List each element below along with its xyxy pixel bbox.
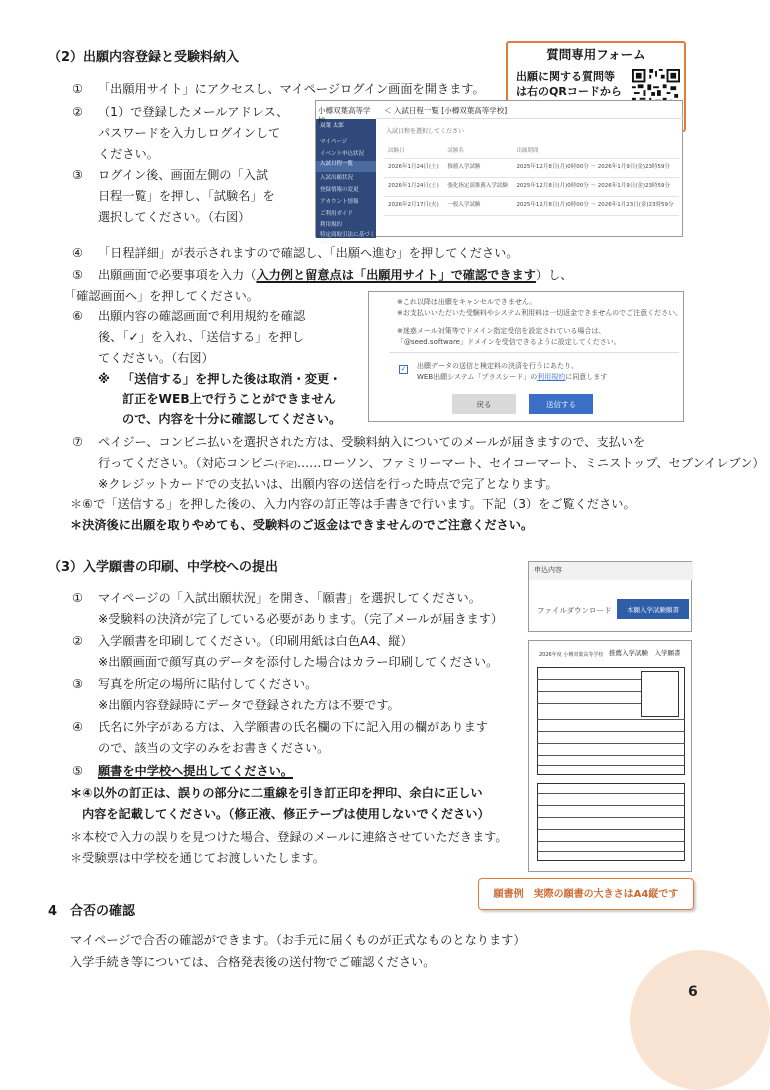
step-number: ② [72, 105, 83, 119]
step-number: ⑥ [72, 309, 83, 323]
step-number: ③ [72, 168, 83, 182]
page-corner-decoration [630, 950, 770, 1090]
schedule-table [384, 145, 679, 216]
form-line [537, 817, 685, 818]
table-cell: 推薦入学試験 [443, 158, 512, 177]
step-text: ください。 [98, 147, 159, 161]
form-line [537, 805, 685, 806]
table-cell: 2026年2月17日(火) [384, 196, 443, 215]
table-cell: 2025年12月8日(月)0時00分 ～ 2026年1月23日(金)23時59分 [512, 196, 679, 215]
step-text: 「確認画面へ」を押してください。 [64, 289, 259, 303]
page-subtitle: 入試日程を選択してください [386, 128, 465, 135]
body-text: 入学手続き等については、合格発表後の送付物でご確認ください。 [70, 955, 436, 969]
sidebar-item-status[interactable]: 入試出願状況 [320, 175, 354, 181]
step-text: パスワードを入力しログインして [98, 126, 281, 140]
step-text: 選択してください。（右図） [98, 210, 251, 224]
step-number: ④ [72, 720, 83, 734]
form-line [537, 841, 685, 842]
form-line [537, 829, 685, 830]
step-text: ので、該当の文字のみをお書きください。 [98, 741, 330, 755]
note-text: ＊本校で入力の誤りを見つけた場合、登録のメールに連絡させていただきます。 [70, 830, 508, 844]
table-cell: 2025年12月8日(月)0時00分 ～ 2026年1月9日(金)23時59分 [512, 158, 679, 177]
form-line [537, 679, 641, 680]
column-header: 試験名 [443, 145, 512, 158]
question-form-title: 質問専用フォーム [546, 47, 646, 62]
note-text: ＊④以外の訂正は、誤りの部分に二重線を引き訂正印を押印、余白に正しい [70, 786, 483, 800]
form-line [537, 755, 685, 756]
sidebar-item-legal[interactable]: 特定商取引法に基づく表記 [320, 232, 376, 246]
application-form-sample [528, 640, 692, 872]
column-header: 試験日 [384, 145, 443, 158]
step-text: マイページの「入試出願状況」を開き、「願書」を選択してください。 [98, 591, 481, 605]
step-number: ② [72, 634, 83, 648]
warning-text: ので、内容を十分に確認してください。 [122, 412, 342, 426]
warning-text: 「送信する」を押した後は取消・変更・ [122, 372, 342, 386]
form-line [537, 765, 685, 766]
form-line [537, 691, 641, 692]
sidebar-item-event[interactable]: イベント申込状況 [320, 151, 365, 157]
step-number: ③ [72, 677, 83, 691]
table-row[interactable] [384, 196, 679, 215]
step-text: 「出願用サイト」にアクセスし、マイページログイン画面を開きます。 [98, 82, 485, 96]
step-text: ※出願内容登録時にデータで登録された方は不要です。 [98, 698, 400, 712]
confirmation-screenshot [368, 291, 684, 422]
back-button[interactable]: 戻る [452, 394, 516, 414]
application-form-button[interactable]: 本願入学試験願書 [617, 599, 689, 619]
step-number: ⑤ [72, 268, 83, 282]
schedule-list-screenshot [315, 100, 683, 246]
sidebar-item-terms[interactable]: 利用規約 [320, 222, 343, 228]
terms-link[interactable]: 利用規約 [537, 373, 566, 381]
step-text: 行ってください。（対応コンビニ(予定)……ローソン、ファミリーマート、セイコーマート、ミニストップ、セブンイレブン） [98, 456, 765, 470]
note-text: ＊⑥で「送信する」を押した後の、入力内容の訂正等は手書きで行います。下記（3）をご覧ください。 [70, 497, 636, 511]
table-cell: 一般入学試験 [443, 196, 512, 215]
caution-text: ※これ以降は出願をキャンセルできません。 [397, 298, 537, 306]
table-cell: 2026年1月24日(土) [384, 177, 443, 196]
sidebar-item-profile[interactable]: 登録情報の変更 [320, 187, 359, 193]
photo-box [641, 671, 679, 717]
table-row[interactable] [384, 177, 679, 196]
form-line [537, 793, 685, 794]
table-cell: 強化指定部推薦入学試験 [443, 177, 512, 196]
sidebar [316, 101, 376, 246]
table-header-row [384, 145, 679, 158]
form-line [537, 851, 685, 852]
agree-checkbox[interactable]: ✓ [400, 365, 407, 373]
note-text: ＊決済後に出願を取りやめても、受験料のご返金はできませんのでご注意ください。 [70, 518, 534, 532]
table-row[interactable] [384, 158, 679, 177]
qr-text: は右のQRコードから [516, 85, 622, 98]
warning-text: 訂正をWEB上で行うことができません [122, 392, 336, 406]
step-text: 入学願書を印刷してください。（印刷用紙は白色A4、縦） [98, 634, 413, 648]
step-text: 写真を所定の場所に貼付してください。 [98, 677, 318, 691]
sidebar-item-account[interactable]: アカウント情報 [320, 199, 359, 205]
step-text: 願書を中学校へ提出してください。 [98, 764, 293, 778]
sidebar-item-guide[interactable]: ご利用ガイド [320, 211, 353, 217]
form-section [537, 783, 685, 861]
note-text: 内容を記載してください。（修正液、修正テープは使用しないでください） [82, 807, 490, 821]
form-line [537, 743, 685, 744]
step-text: ※クレジットカードでの支払いは、出願内容の送信を行った時点で完了となります。 [98, 477, 558, 491]
table-cell: 2025年12月8日(月)0時00分 ～ 2026年1月9日(金)23時59分 [512, 177, 679, 196]
section2-heading: （2）出願内容登録と受験料納入 [48, 50, 240, 65]
step-number: ① [72, 82, 83, 96]
sidebar-item-schedule[interactable]: 入試日程一覧 [316, 161, 376, 172]
form-line [537, 703, 641, 704]
download-label: ファイルダウンロード [537, 606, 612, 615]
form-line [537, 719, 685, 720]
caution-text: 「@seed.software」ドメインを受信できるように設定してください。 [397, 338, 621, 346]
step-text: ログイン後、画面左側の「入試 [98, 168, 269, 182]
school-name: 小樽双葉高等学校 [316, 101, 376, 119]
panel-header: 申込内容 [529, 562, 693, 580]
step-number: ⑤ [72, 764, 83, 778]
caution-text: ※お支払いいただいた受験料やシステム利用料は一切返金できませんのでご注意ください。 [397, 309, 683, 317]
agree-text: WEB出願システム「プラスシード」の利用規約に同意します [417, 373, 608, 381]
column-header: 出願期間 [512, 145, 679, 158]
note-text: ＊受験票は中学校を通じてお渡しいたします。 [70, 851, 325, 865]
step-text: （1）で登録したメールアドレス、 [98, 105, 289, 119]
page-title: ＜ 入試日程一覧 [小樽双葉高等学校] [376, 101, 684, 119]
send-button[interactable]: 送信する [529, 394, 593, 414]
form-caption: 願書例 実際の願書の大きさはA4縦です [478, 878, 694, 910]
step-text: 日程一覧」を押し、「試験名」を [98, 189, 275, 203]
step-text: てください。（右図） [98, 351, 214, 365]
page-number: 6 [688, 984, 698, 1000]
step-number: ⑦ [72, 435, 83, 449]
sidebar-user: 双葉 太郎 [320, 123, 344, 129]
step-text: 「日程詳細」が表示されますので確認し、「出願へ進む」を押してください。 [98, 246, 519, 260]
form-line [537, 731, 685, 732]
step-text: 出願内容の確認画面で利用規約を確認 [98, 309, 306, 323]
section3-heading: （3）入学願書の印刷、中学校への提出 [48, 560, 279, 575]
step-text: ※出願画面で顔写真のデータを添付した場合はカラー印刷してください。 [98, 655, 499, 669]
form-header: 2026年度 小樽双葉高等学校 [539, 652, 604, 658]
divider [389, 352, 679, 353]
section4-heading: 4 合否の確認 [48, 904, 136, 919]
warning-mark: ※ [98, 372, 110, 386]
body-text: マイページで合否の確認ができます。（お手元に届くものが正式なものとなります） [70, 933, 526, 947]
step-text: ※受験料の決済が完了している必要があります。（完了メールが届きます） [98, 612, 504, 626]
step-text: ペイジー、コンビニ払いを選択された方は、受験料納入についてのメールが届きますので、支払いを [98, 435, 646, 449]
caution-text: ※迷惑メール対策等でドメイン指定受信を設定されている場合は、 [397, 327, 606, 335]
table-cell: 2026年1月24日(土) [384, 158, 443, 177]
qr-text: 出願に関する質問等 [516, 70, 615, 83]
step-text: 後、「✓」を入れ、「送信する」を押し [98, 330, 304, 344]
step-number: ④ [72, 246, 83, 260]
emphasis-text: 入力例と留意点は「出願用サイト」で確認できます [256, 268, 536, 282]
form-title: 推薦入学試験 入学願書 [609, 649, 681, 657]
sidebar-item-mypage[interactable]: マイページ [320, 139, 348, 145]
file-download-screenshot [528, 561, 692, 632]
step-text: 氏名に外字がある方は、入学願書の氏名欄の下に記入用の欄があります [98, 720, 488, 734]
agree-text: 出願データの送信と検定料の決済を行うにあたり、 [417, 362, 578, 370]
step-number: ① [72, 591, 83, 605]
step-text: 出願画面で必要事項を入力（入力例と留意点は「出願用サイト」で確認できます）し、 [98, 268, 573, 282]
